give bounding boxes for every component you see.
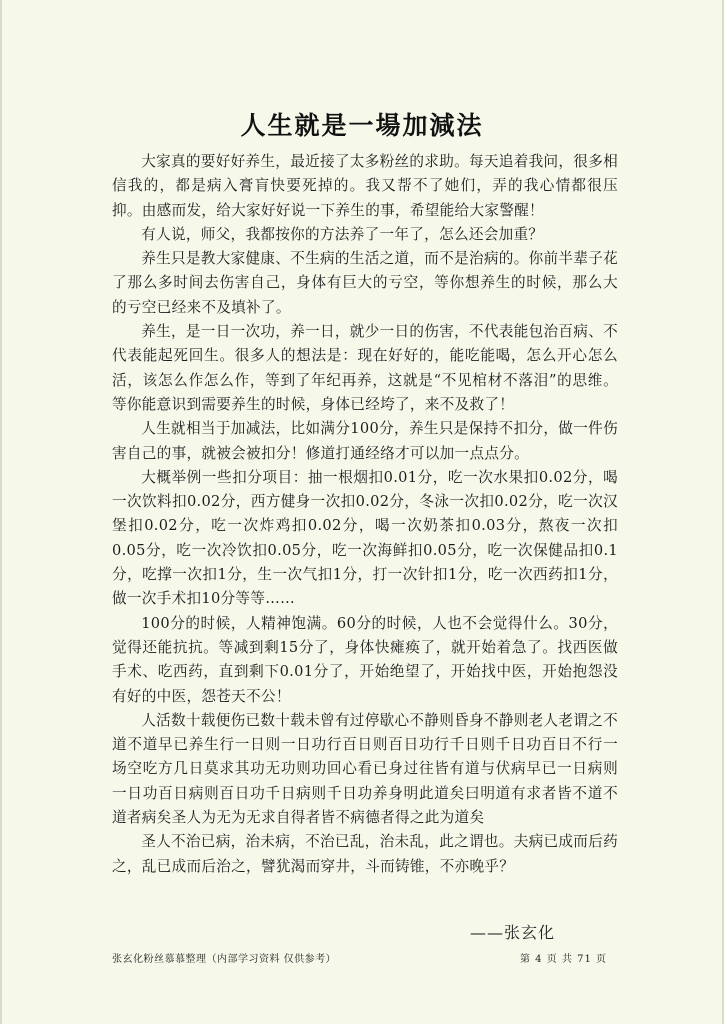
- document-body: [112, 150, 618, 879]
- page-number: 第 4 页 共 71 页: [520, 954, 607, 965]
- paragraph-7: 100分的时候，人精神饱满。60分的时候，人也不会觉得什么。30分，觉得还能抗抗。等减到剩15分了，身体快瘫痪了，就开始着急了。找西医做手术、吃西药，直到剩下0.01分了，开始绝望了，开始找中医，开始抱怨没有好的中医，怨苍天不公！: [112, 614, 618, 705]
- paragraph-1: 大家真的要好好养生，最近接了太多粉丝的求助。每天追着我问，很多相信我的，都是病入膏肓快要死掉的。我又帮不了她们，弄的我心情都很压抑。由感而发，给大家好好说一下养生的事，希望能给大家警醒！: [112, 153, 618, 219]
- paragraph-2: 有人说，师父，我都按你的方法养了一年了，怎么还会加重？: [141, 225, 544, 243]
- document-title: 人生就是一場加減法: [240, 111, 484, 140]
- paragraph-6: 大概举例一些扣分项目：抽一根烟扣0.01分，吃一次水果扣0.02分，喝一次饮料扣0.02分，西方健身一次扣0.02分，冬泳一次扣0.02分，吃一次汉堡扣0.02分，吃一次炸鸡扣0.02分，喝一次奶茶扣0.03分，熬夜一次扣0.05分，吃一次冷饮扣0.05分，吃一次海鲜扣0.05分，吃一次保健品扣0.1分，吃撑一次扣1分，生一次气扣1分，打一次针扣1分，吃一次西药扣1分，做一次手术扣10分等等……: [112, 468, 618, 608]
- paragraph-9: 圣人不治已病，治未病，不治已乱，治未乱，此之谓也。夫病已成而后药之，乱已成而后治之，譬犹渴而穿井，斗而铸锥，不亦晚乎？: [112, 833, 618, 875]
- paragraph-4: 养生，是一日一次功，养一日，就少一日的伤害，不代表能包治百病、不代表能起死回生。很多人的想法是：现在好好的，能吃能喝，怎么开心怎么活，该怎么作怎么作，等到了年纪再养，这就是“不见棺材不落泪”的思维。等你能意识到需要养生的时候，身体已经垮了，来不及救了！: [112, 323, 618, 413]
- paragraph-5: 人生就相当于加减法，比如满分100分，养生只是保持不扣分，做一件伤害自己的事，就被会被扣分！修道打通经络才可以加一点点分。: [112, 420, 618, 462]
- paragraph-8: 人活数十载便伤已数十载未曾有过停歇心不静则昏身不静则老人老谓之不道不道早已养生行一日则一日功行百日则百日功行千日则千日功百日不行一场空吃方几日莫求其功无功则功回心看已身过往皆有道与伏病早已一日病则一日功百日病则百日功千日病则千日功养身明此道矣曰明道有求者皆不道不道者病矣圣人为无为无求自得者皆不病德者得之此为道矣: [112, 711, 618, 827]
- footer-source-note: 张玄化粉丝慕慕整理（内部学习资料 仅供参考）: [112, 954, 337, 965]
- paragraph-3: 养生只是教大家健康、不生病的生活之道，而不是治病的。你前半辈子花了那么多时间去伤害自己，身体有巨大的亏空，等你想养生的时候，那么大的亏空已经来不及填补了。: [112, 250, 618, 316]
- author-signature: ——张玄化: [470, 923, 556, 942]
